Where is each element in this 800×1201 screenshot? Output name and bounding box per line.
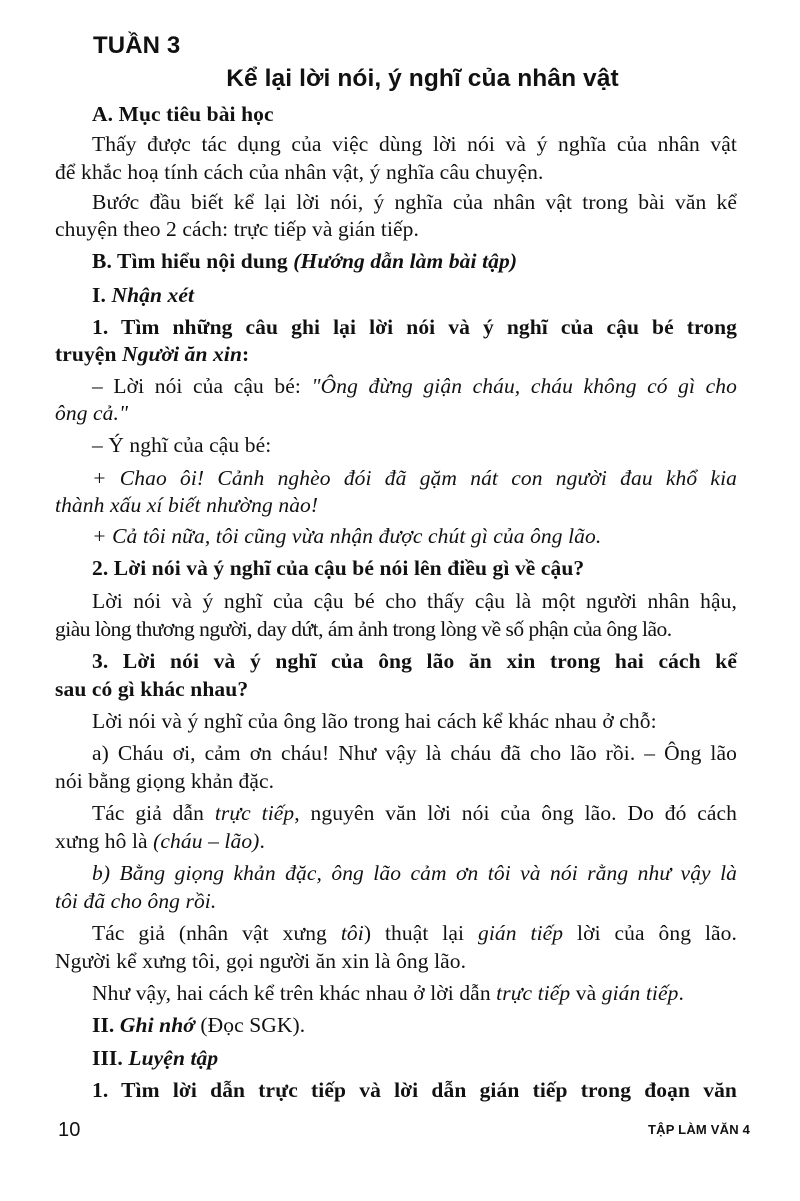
answer-line: – Ý nghĩ của cậu bé: (92, 433, 272, 457)
section-b-subtitle: (Hướng dẫn làm bài tập) (293, 249, 518, 273)
paragraph-line: Người kể xưng tôi, gọi người ăn xin là ông lão. (55, 949, 467, 973)
paragraph-line (92, 800, 737, 826)
emphasis-text: trực tiếp (496, 981, 571, 1005)
paragraph-text: lời của ông lão. (577, 921, 737, 945)
section-b-heading (92, 248, 517, 274)
paragraph-line: chuyện theo 2 cách: trực tiếp và gián tiếp. (55, 217, 419, 241)
paragraph-text: Như vậy, hai cách kể trên khác nhau ở lời dẫn (92, 981, 491, 1005)
paragraph-text: Tác giả (nhân vật xưng (92, 921, 327, 945)
paragraph-text: xưng hô là (55, 829, 148, 853)
subsection-title: Nhận xét (111, 283, 195, 307)
quote-text: "Ông đừng giận cháu, cháu không có gì cho (311, 374, 737, 398)
quote-line: ông cả." (55, 401, 129, 425)
paragraph-line: giàu lòng thương người, day dứt, ám ảnh trong lòng về số phận của ông lão. (55, 617, 672, 641)
page-number: 10 (58, 1119, 81, 1141)
week-label: TUẦN 3 (93, 32, 181, 59)
quote-line: + Cả tôi nữa, tôi cũng vừa nhận được chút gì của ông lão. (92, 524, 602, 548)
subsection-1-heading (92, 282, 194, 308)
paragraph-text: ) thuật lại (363, 921, 465, 945)
emphasis-text: tôi (340, 921, 364, 945)
emphasis-text: (cháu – lão) (153, 829, 260, 853)
emphasis-text: trực tiếp (214, 801, 295, 825)
paragraph-line: nói bằng giọng khản đặc. (55, 769, 275, 793)
subsection-note: (Đọc SGK). (200, 1013, 306, 1037)
paragraph-text: và (575, 981, 597, 1005)
quote-line: tôi đã cho ông rồi. (55, 889, 217, 913)
question-2: 2. Lời nói và ý nghĩ của cậu bé nói lên điều gì về cậu? (92, 556, 585, 580)
book-title: TẬP LÀM VĂN 4 (648, 1122, 751, 1137)
paragraph-text: , nguyên văn lời nói của ông lão. Do đó cách (294, 801, 737, 825)
subsection-2-heading (92, 1012, 305, 1038)
question-3-line: 3. Lời nói và ý nghĩ của ông lão ăn xin trong hai cách kể (92, 649, 737, 673)
quote-line: thành xấu xí biết nhường nào! (55, 493, 319, 517)
subsection-number: II. (92, 1013, 115, 1037)
subsection-3-heading (92, 1045, 218, 1071)
paragraph-line (55, 828, 265, 854)
question-1-line: 1. Tìm những câu ghi lại lời nói và ý nghĩ của cậu bé trong (92, 315, 737, 339)
paragraph-line: Lời nói và ý nghĩ của cậu bé cho thấy cậu là một người nhân hậu, (92, 589, 737, 613)
subsection-number: III. (92, 1046, 123, 1070)
question-text: : (242, 342, 250, 366)
quote-line: + Chao ôi! Cảnh nghèo đói đã gặm nát con người đau khổ kia (92, 466, 737, 490)
section-a-heading: A. Mục tiêu bài học (92, 102, 274, 126)
paragraph-line (92, 980, 684, 1006)
paragraph-line (92, 920, 737, 946)
question-text: truyện (55, 342, 117, 366)
paragraph-text: Tác giả dẫn (92, 801, 205, 825)
emphasis-text: gián tiếp (478, 921, 564, 945)
question-3-line: sau có gì khác nhau? (55, 677, 249, 701)
paragraph-line: Thấy được tác dụng của việc dùng lời nói và ý nghĩa của nhân vật (92, 132, 737, 156)
story-title: Người ăn xin (122, 342, 243, 366)
answer-text: – Lời nói của cậu bé: (92, 374, 301, 398)
paragraph-text: . (678, 981, 684, 1005)
emphasis-text: gián tiếp (601, 981, 679, 1005)
quote-line: b) Bằng giọng khản đặc, ông lão cảm ơn tôi và nói rằng như vậy là (92, 861, 737, 885)
paragraph-line: Lời nói và ý nghĩ của ông lão trong hai cách kể khác nhau ở chỗ: (92, 709, 657, 733)
answer-line (92, 373, 737, 399)
paragraph-text: . (259, 829, 265, 853)
paragraph-line: để khắc hoạ tính cách của nhân vật, ý nghĩa câu chuyện. (55, 160, 544, 184)
section-b-title: B. Tìm hiểu nội dung (92, 249, 288, 273)
paragraph-line: Bước đầu biết kể lại lời nói, ý nghĩa của nhân vật trong bài văn kể (92, 190, 737, 214)
subsection-title: Ghi nhớ (119, 1013, 195, 1037)
paragraph-line: a) Cháu ơi, cảm ơn cháu! Như vậy là cháu đã cho lão rồi. – Ông lão (92, 741, 737, 765)
exercise-1-line: 1. Tìm lời dẫn trực tiếp và lời dẫn gián tiếp trong đoạn văn (92, 1078, 737, 1102)
lesson-title: Kể lại lời nói, ý nghĩ của nhân vật (226, 65, 619, 92)
question-1-line (55, 341, 249, 367)
subsection-number: I. (92, 283, 106, 307)
subsection-title: Luyện tập (128, 1046, 219, 1070)
